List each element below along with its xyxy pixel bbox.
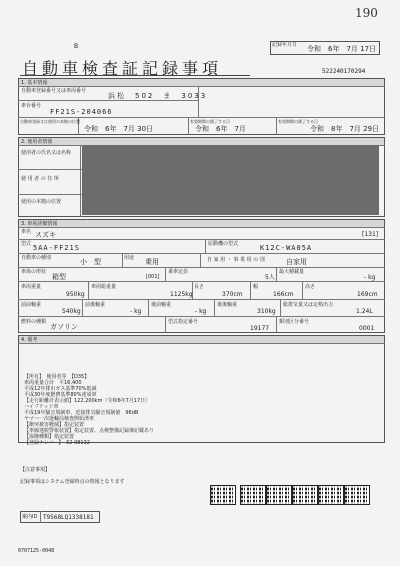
user-name-label: 使用者の氏名又は名称 bbox=[21, 150, 72, 156]
section1-header bbox=[19, 79, 384, 86]
rear-front-label: 後前軸重 bbox=[151, 302, 172, 308]
remark-line: 平成19年騒音規制車、近接排気騒音規制値 96dB bbox=[24, 410, 139, 416]
kind-value: 小 型 bbox=[80, 258, 101, 266]
rule bbox=[276, 117, 277, 135]
section2-header bbox=[19, 138, 384, 145]
notes-text: 記録事項はシステム登録時点の情報となります bbox=[20, 479, 125, 485]
rule bbox=[280, 299, 281, 316]
remark-line: 【衝突被害軽減】指定装置 bbox=[24, 422, 85, 428]
front-axle-value: 540kg bbox=[62, 308, 81, 315]
section4-label: 4. 備考 bbox=[21, 337, 38, 343]
rule bbox=[165, 267, 166, 281]
first-reg-date: 令和 6年 7月 30日 bbox=[84, 125, 154, 133]
notes-label: 【注意事項】 bbox=[20, 467, 51, 473]
model-value: 5AA-FF21S bbox=[33, 244, 80, 252]
front-rear-label: 前後軸重 bbox=[85, 302, 106, 308]
section4-header bbox=[19, 336, 384, 343]
rule bbox=[165, 316, 166, 333]
engine-label: 原動機の型式 bbox=[208, 241, 239, 247]
base-location-label: 使用の本拠の位置 bbox=[21, 199, 62, 205]
remark-line: 【保険種類】指定装置 bbox=[24, 434, 75, 440]
type-approval-value: 19177 bbox=[250, 325, 270, 332]
expiry-label: 有効期間の満了する日 bbox=[278, 119, 318, 124]
inspect-label: 有効期間の満了する日 bbox=[190, 119, 230, 124]
engine-value: K12C-WA05A bbox=[260, 244, 313, 252]
max-load-label: 最大積載量 bbox=[279, 269, 305, 275]
rule bbox=[192, 281, 193, 299]
rule bbox=[205, 239, 206, 253]
title-underline bbox=[20, 75, 250, 76]
rear-front-value: - kg bbox=[195, 308, 207, 315]
rule bbox=[18, 316, 385, 317]
user-address-label: 使 用 者 の 住 所 bbox=[21, 176, 59, 182]
qr-code-icon bbox=[344, 485, 370, 505]
remark-line: 【車線逸脱警報装置】指定装置、点検整備記録簿記載あり bbox=[24, 428, 155, 434]
small-mark: B bbox=[74, 43, 79, 50]
type-approval-label: 型式指定番号 bbox=[168, 319, 199, 325]
chassis-number: FF21S-204066 bbox=[50, 108, 113, 116]
rule bbox=[40, 511, 41, 523]
rule bbox=[18, 169, 88, 170]
rule bbox=[214, 299, 215, 316]
remark-line: 【登録ナンバー】 32-08132 bbox=[24, 440, 90, 446]
fuel-label: 燃料の種類 bbox=[21, 319, 47, 325]
gross-value: 1125kg bbox=[170, 291, 193, 298]
remark-line: 【走行距離計表示値】122,200km（令和6年7月17日） bbox=[24, 398, 151, 404]
use-value: 乗用 bbox=[145, 258, 159, 266]
footer-code: 0707125-0048 bbox=[18, 548, 55, 554]
body-label: 車体の形状 bbox=[21, 269, 47, 275]
category-value: 0001 bbox=[359, 325, 375, 332]
height-label: 高さ bbox=[305, 284, 316, 290]
category-label: 類別区分番号 bbox=[279, 319, 310, 325]
section1-label: 1. 基本情報 bbox=[21, 80, 48, 86]
use-label: 用途 bbox=[124, 255, 135, 261]
remarks-list bbox=[24, 374, 194, 446]
rule bbox=[122, 253, 123, 267]
guide-id-value: T9568LQ1338181 bbox=[43, 514, 94, 521]
rule bbox=[250, 281, 251, 299]
rule bbox=[276, 267, 277, 281]
registration-plate: 浜松 502 ま 3033 bbox=[108, 92, 208, 100]
expiry-date: 令和 8年 7月 29日 bbox=[310, 125, 380, 133]
business-value: 自家用 bbox=[286, 258, 307, 266]
qr-code-icon bbox=[292, 485, 318, 505]
user-info-redaction bbox=[82, 145, 379, 215]
rule bbox=[18, 100, 198, 101]
rule bbox=[18, 86, 385, 87]
issue-date: 令和 6年 7月 17日 bbox=[307, 45, 377, 53]
length-label: 長さ bbox=[194, 284, 205, 290]
rule bbox=[18, 194, 88, 195]
remark-line: 【所有】 使用者等 【D35】 bbox=[24, 374, 90, 380]
section3-header bbox=[19, 220, 384, 227]
height-value: 169cm bbox=[357, 291, 378, 298]
section2-label: 2. 使用者情報 bbox=[21, 139, 53, 145]
remark-line: ヤマハ一次運輸局検査開始済車 bbox=[24, 416, 94, 422]
rear-rear-value: 310kg bbox=[257, 308, 276, 315]
length-value: 370cm bbox=[222, 291, 243, 298]
qr-code-icon bbox=[318, 485, 344, 505]
rule bbox=[18, 299, 385, 300]
front-axle-label: 前前軸重 bbox=[21, 302, 42, 308]
document-title: 自動車検査証記録事項 bbox=[22, 59, 223, 78]
guide-id-label: 案内ID bbox=[22, 514, 38, 520]
weight-value: 950kg bbox=[66, 291, 85, 298]
business-label: 自 家 用 ・ 事 業 用 の 別 bbox=[207, 257, 265, 263]
rule bbox=[18, 267, 385, 268]
width-label: 幅 bbox=[253, 284, 259, 290]
capacity-value: 5人 bbox=[265, 274, 275, 281]
rule bbox=[200, 253, 201, 267]
weight-label: 車両重量 bbox=[21, 284, 42, 290]
remark-line: ハイブリッド車 bbox=[24, 404, 59, 410]
rule bbox=[18, 239, 385, 240]
rule bbox=[18, 117, 385, 118]
max-load-value: - kg bbox=[364, 274, 376, 281]
fuel-value: ガソリン bbox=[50, 323, 78, 331]
rule bbox=[148, 299, 149, 316]
rule bbox=[80, 145, 81, 217]
remark-line: 平成12年排出ガス基準70%低減 bbox=[24, 386, 97, 392]
rule bbox=[302, 281, 303, 299]
rule bbox=[188, 117, 189, 135]
rule bbox=[18, 343, 385, 344]
gross-label: 車両総重量 bbox=[91, 284, 117, 290]
registration-label: 自動車登録番号又は車両番号 bbox=[21, 88, 87, 94]
body-code: [001] bbox=[146, 274, 160, 280]
make-label: 車名 bbox=[21, 229, 32, 235]
rule bbox=[276, 316, 277, 333]
inspect-date: 令和 6年 7月 bbox=[195, 125, 246, 133]
first-reg-label: 自動車登録又は使用の本拠の位置 bbox=[20, 119, 80, 124]
make-value: スズキ bbox=[35, 231, 56, 239]
chassis-label: 車台番号 bbox=[21, 103, 42, 109]
displacement-label: 総排気量又は定格出力 bbox=[283, 302, 334, 308]
kind-label: 自動車の種別 bbox=[21, 255, 52, 261]
rear-rear-label: 後後軸重 bbox=[217, 302, 238, 308]
qr-code-icon bbox=[210, 485, 236, 505]
remark-line: 平成30年度燃費基準80%達成車 bbox=[24, 392, 97, 398]
model-label: 型式 bbox=[21, 241, 32, 247]
rule bbox=[198, 86, 199, 117]
rule bbox=[88, 281, 89, 299]
qr-code-icon bbox=[266, 485, 292, 505]
handwritten-page-number: 190 bbox=[355, 6, 378, 20]
make-code: [131] bbox=[362, 231, 379, 238]
serial-number: 522240170294 bbox=[322, 68, 366, 75]
qr-code-icon bbox=[240, 485, 266, 505]
front-rear-value: - kg bbox=[130, 308, 142, 315]
section3-label: 3. 車両詳細情報 bbox=[21, 221, 58, 227]
rule bbox=[18, 227, 385, 228]
remark-line: 車両重量合計 平16,400 bbox=[24, 380, 82, 386]
capacity-label: 乗車定員 bbox=[168, 269, 189, 275]
width-value: 166cm bbox=[273, 291, 294, 298]
rule bbox=[82, 299, 83, 316]
rule bbox=[18, 281, 385, 282]
rule bbox=[18, 253, 385, 254]
displacement-value: 1.24L bbox=[356, 308, 373, 315]
body-value: 箱型 bbox=[52, 273, 66, 281]
issue-date-label: 記録年月日 bbox=[272, 42, 298, 48]
